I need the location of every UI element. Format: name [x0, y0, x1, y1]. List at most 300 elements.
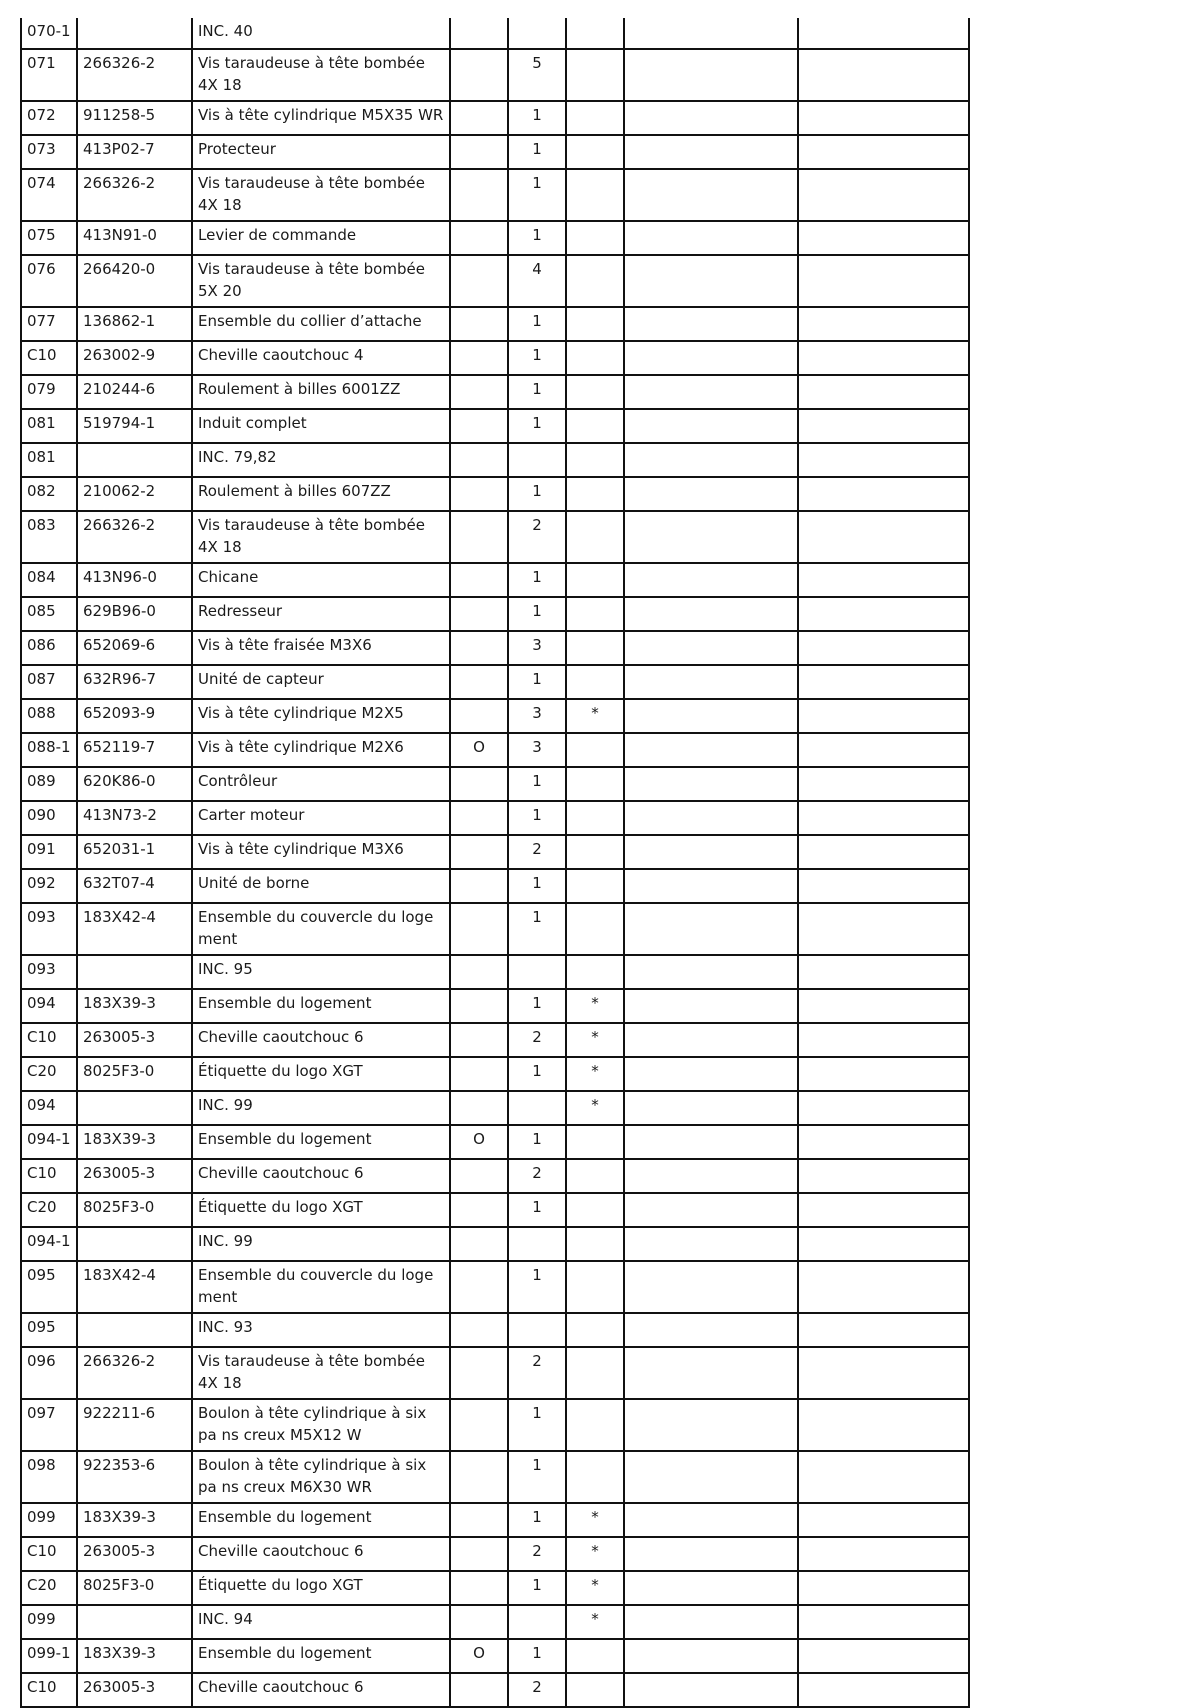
- option-cell: [450, 1347, 508, 1399]
- blank-cell-1: [624, 255, 798, 307]
- note-mark-cell: [566, 307, 624, 341]
- part-number-cell: 266420-0: [77, 255, 192, 307]
- part-number-cell: 632R96-7: [77, 665, 192, 699]
- blank-cell-1: [624, 1313, 798, 1347]
- blank-cell-2: [798, 955, 969, 989]
- blank-cell-2: [798, 1159, 969, 1193]
- option-cell: [450, 1261, 508, 1313]
- item-number-cell: 099: [21, 1503, 77, 1537]
- note-mark-cell: [566, 903, 624, 955]
- description-cell: Roulement à billes 6001ZZ: [192, 375, 450, 409]
- description-cell: Vis taraudeuse à tête bombée 4X 18: [192, 49, 450, 101]
- quantity-cell: 1: [508, 1503, 566, 1537]
- blank-cell-1: [624, 1125, 798, 1159]
- part-number-cell: 652069-6: [77, 631, 192, 665]
- blank-cell-2: [798, 341, 969, 375]
- quantity-cell: 1: [508, 477, 566, 511]
- quantity-cell: 3: [508, 733, 566, 767]
- quantity-cell: 1: [508, 869, 566, 903]
- note-mark-cell: [566, 869, 624, 903]
- option-cell: O: [450, 1639, 508, 1673]
- option-cell: [450, 1227, 508, 1261]
- blank-cell-1: [624, 1503, 798, 1537]
- note-mark-cell: [566, 767, 624, 801]
- quantity-cell: 2: [508, 1347, 566, 1399]
- blank-cell-2: [798, 631, 969, 665]
- blank-cell-2: [798, 733, 969, 767]
- blank-cell-2: [798, 1673, 969, 1707]
- option-cell: [450, 1571, 508, 1605]
- table-row: [21, 307, 969, 341]
- blank-cell-2: [798, 477, 969, 511]
- blank-cell-1: [624, 101, 798, 135]
- description-cell: Vis à tête cylindrique M2X6: [192, 733, 450, 767]
- quantity-cell: 1: [508, 101, 566, 135]
- blank-cell-1: [624, 1537, 798, 1571]
- quantity-cell: 1: [508, 1571, 566, 1605]
- note-mark-cell: *: [566, 1023, 624, 1057]
- blank-cell-1: [624, 221, 798, 255]
- note-mark-cell: *: [566, 1605, 624, 1639]
- option-cell: [450, 1451, 508, 1503]
- item-number-cell: 091: [21, 835, 77, 869]
- blank-cell-2: [798, 1261, 969, 1313]
- description-cell: Vis taraudeuse à tête bombée 5X 20: [192, 255, 450, 307]
- blank-cell-1: [624, 903, 798, 955]
- part-number-cell: [77, 443, 192, 477]
- part-number-cell: 413N91-0: [77, 221, 192, 255]
- option-cell: [450, 563, 508, 597]
- blank-cell-1: [624, 443, 798, 477]
- blank-cell-1: [624, 699, 798, 733]
- quantity-cell: 3: [508, 631, 566, 665]
- table-row: [21, 1057, 969, 1091]
- option-cell: [450, 307, 508, 341]
- note-mark-cell: [566, 1639, 624, 1673]
- option-cell: [450, 221, 508, 255]
- blank-cell-2: [798, 255, 969, 307]
- blank-cell-1: [624, 1639, 798, 1673]
- part-number-cell: 413P02-7: [77, 135, 192, 169]
- quantity-cell: 1: [508, 1261, 566, 1313]
- part-number-cell: 266326-2: [77, 511, 192, 563]
- option-cell: [450, 801, 508, 835]
- part-number-cell: 8025F3-0: [77, 1193, 192, 1227]
- option-cell: [450, 49, 508, 101]
- description-cell: Étiquette du logo XGT: [192, 1571, 450, 1605]
- table-row: [21, 1537, 969, 1571]
- part-number-cell: 266326-2: [77, 49, 192, 101]
- part-number-cell: 922353-6: [77, 1451, 192, 1503]
- note-mark-cell: [566, 1673, 624, 1707]
- blank-cell-2: [798, 1057, 969, 1091]
- part-number-cell: 266326-2: [77, 1347, 192, 1399]
- blank-cell-2: [798, 597, 969, 631]
- option-cell: [450, 835, 508, 869]
- note-mark-cell: *: [566, 1091, 624, 1125]
- part-number-cell: 922211-6: [77, 1399, 192, 1451]
- quantity-cell: 5: [508, 49, 566, 101]
- table-row: [21, 665, 969, 699]
- quantity-cell: [508, 1313, 566, 1347]
- quantity-cell: 4: [508, 255, 566, 307]
- description-cell: Vis à tête cylindrique M2X5: [192, 699, 450, 733]
- table-row: [21, 1125, 969, 1159]
- description-cell: Cheville caoutchouc 6: [192, 1159, 450, 1193]
- note-mark-cell: [566, 477, 624, 511]
- blank-cell-2: [798, 801, 969, 835]
- item-number-cell: 094: [21, 989, 77, 1023]
- table-row: [21, 767, 969, 801]
- option-cell: [450, 1057, 508, 1091]
- option-cell: O: [450, 733, 508, 767]
- quantity-cell: 2: [508, 1673, 566, 1707]
- quantity-cell: [508, 443, 566, 477]
- item-number-cell: 088-1: [21, 733, 77, 767]
- item-number-cell: 085: [21, 597, 77, 631]
- quantity-cell: 1: [508, 409, 566, 443]
- part-number-cell: [77, 1313, 192, 1347]
- table-row: [21, 1091, 969, 1125]
- item-number-cell: 075: [21, 221, 77, 255]
- part-number-cell: [77, 955, 192, 989]
- option-cell: [450, 699, 508, 733]
- part-number-cell: 136862-1: [77, 307, 192, 341]
- table-row: [21, 1503, 969, 1537]
- quantity-cell: 1: [508, 221, 566, 255]
- description-cell: Vis à tête cylindrique M5X35 WR: [192, 101, 450, 135]
- description-cell: Chicane: [192, 563, 450, 597]
- blank-cell-1: [624, 409, 798, 443]
- table-row: [21, 989, 969, 1023]
- quantity-cell: 1: [508, 801, 566, 835]
- note-mark-cell: *: [566, 1057, 624, 1091]
- quantity-cell: 1: [508, 1639, 566, 1673]
- table-row: [21, 221, 969, 255]
- part-number-cell: 8025F3-0: [77, 1057, 192, 1091]
- quantity-cell: 2: [508, 1537, 566, 1571]
- item-number-cell: 098: [21, 1451, 77, 1503]
- table-row: [21, 409, 969, 443]
- note-mark-cell: [566, 801, 624, 835]
- blank-cell-1: [624, 1673, 798, 1707]
- part-number-cell: 183X42-4: [77, 903, 192, 955]
- option-cell: [450, 767, 508, 801]
- part-number-cell: 8025F3-0: [77, 1571, 192, 1605]
- option-cell: [450, 597, 508, 631]
- blank-cell-2: [798, 903, 969, 955]
- quantity-cell: 1: [508, 563, 566, 597]
- part-number-cell: 210062-2: [77, 477, 192, 511]
- description-cell: Ensemble du logement: [192, 989, 450, 1023]
- note-mark-cell: *: [566, 1571, 624, 1605]
- blank-cell-2: [798, 1125, 969, 1159]
- table-row: [21, 1159, 969, 1193]
- blank-cell-1: [624, 1193, 798, 1227]
- blank-cell-2: [798, 1193, 969, 1227]
- note-mark-cell: [566, 665, 624, 699]
- item-number-cell: 099-1: [21, 1639, 77, 1673]
- item-number-cell: 071: [21, 49, 77, 101]
- part-number-cell: 413N73-2: [77, 801, 192, 835]
- blank-cell-2: [798, 869, 969, 903]
- note-mark-cell: [566, 511, 624, 563]
- description-cell: INC. 99: [192, 1227, 450, 1261]
- blank-cell-1: [624, 169, 798, 221]
- table-row: [21, 255, 969, 307]
- table-row: [21, 1347, 969, 1399]
- item-number-cell: 070-1: [21, 18, 77, 49]
- quantity-cell: 1: [508, 597, 566, 631]
- part-number-cell: [77, 18, 192, 49]
- quantity-cell: 1: [508, 903, 566, 955]
- description-cell: Vis à tête cylindrique M3X6: [192, 835, 450, 869]
- blank-cell-2: [798, 169, 969, 221]
- option-cell: [450, 18, 508, 49]
- blank-cell-2: [798, 1313, 969, 1347]
- note-mark-cell: [566, 631, 624, 665]
- blank-cell-1: [624, 597, 798, 631]
- part-number-cell: 263005-3: [77, 1537, 192, 1571]
- blank-cell-2: [798, 409, 969, 443]
- part-number-cell: [77, 1605, 192, 1639]
- option-cell: [450, 1537, 508, 1571]
- note-mark-cell: [566, 1313, 624, 1347]
- option-cell: [450, 903, 508, 955]
- blank-cell-1: [624, 1605, 798, 1639]
- table-row: [21, 563, 969, 597]
- blank-cell-1: [624, 135, 798, 169]
- part-number-cell: 210244-6: [77, 375, 192, 409]
- blank-cell-1: [624, 1057, 798, 1091]
- note-mark-cell: [566, 409, 624, 443]
- table-row: [21, 1571, 969, 1605]
- note-mark-cell: [566, 1193, 624, 1227]
- table-row: [21, 1313, 969, 1347]
- item-number-cell: 094: [21, 1091, 77, 1125]
- table-row: [21, 135, 969, 169]
- option-cell: O: [450, 1125, 508, 1159]
- option-cell: [450, 955, 508, 989]
- quantity-cell: [508, 955, 566, 989]
- note-mark-cell: [566, 169, 624, 221]
- item-number-cell: 081: [21, 409, 77, 443]
- blank-cell-1: [624, 1261, 798, 1313]
- option-cell: [450, 1023, 508, 1057]
- blank-cell-1: [624, 1451, 798, 1503]
- part-number-cell: 632T07-4: [77, 869, 192, 903]
- blank-cell-2: [798, 49, 969, 101]
- blank-cell-1: [624, 801, 798, 835]
- item-number-cell: 099: [21, 1605, 77, 1639]
- table-row: [21, 169, 969, 221]
- blank-cell-2: [798, 135, 969, 169]
- description-cell: Unité de capteur: [192, 665, 450, 699]
- description-cell: Vis taraudeuse à tête bombée 4X 18: [192, 511, 450, 563]
- part-number-cell: 652093-9: [77, 699, 192, 733]
- description-cell: Carter moteur: [192, 801, 450, 835]
- note-mark-cell: [566, 18, 624, 49]
- blank-cell-1: [624, 1227, 798, 1261]
- part-number-cell: 652119-7: [77, 733, 192, 767]
- blank-cell-2: [798, 767, 969, 801]
- item-number-cell: 072: [21, 101, 77, 135]
- blank-cell-1: [624, 18, 798, 49]
- blank-cell-1: [624, 955, 798, 989]
- option-cell: [450, 1159, 508, 1193]
- option-cell: [450, 1605, 508, 1639]
- quantity-cell: [508, 1227, 566, 1261]
- blank-cell-2: [798, 1023, 969, 1057]
- item-number-cell: 095: [21, 1313, 77, 1347]
- quantity-cell: [508, 18, 566, 49]
- table-row: [21, 341, 969, 375]
- part-number-cell: 183X42-4: [77, 1261, 192, 1313]
- description-cell: Cheville caoutchouc 4: [192, 341, 450, 375]
- blank-cell-1: [624, 341, 798, 375]
- note-mark-cell: [566, 1159, 624, 1193]
- blank-cell-1: [624, 1571, 798, 1605]
- quantity-cell: 1: [508, 1193, 566, 1227]
- quantity-cell: [508, 1605, 566, 1639]
- blank-cell-1: [624, 1023, 798, 1057]
- item-number-cell: 077: [21, 307, 77, 341]
- note-mark-cell: [566, 1399, 624, 1451]
- option-cell: [450, 631, 508, 665]
- note-mark-cell: [566, 341, 624, 375]
- description-cell: Ensemble du logement: [192, 1639, 450, 1673]
- description-cell: Ensemble du logement: [192, 1125, 450, 1159]
- part-number-cell: 519794-1: [77, 409, 192, 443]
- blank-cell-1: [624, 1159, 798, 1193]
- part-number-cell: [77, 1227, 192, 1261]
- part-number-cell: 266326-2: [77, 169, 192, 221]
- item-number-cell: 097: [21, 1399, 77, 1451]
- table-row: [21, 511, 969, 563]
- blank-cell-2: [798, 221, 969, 255]
- option-cell: [450, 1091, 508, 1125]
- option-cell: [450, 375, 508, 409]
- blank-cell-1: [624, 477, 798, 511]
- table-row: [21, 699, 969, 733]
- option-cell: [450, 1399, 508, 1451]
- part-number-cell: 263005-3: [77, 1159, 192, 1193]
- table-row: [21, 631, 969, 665]
- blank-cell-1: [624, 767, 798, 801]
- option-cell: [450, 665, 508, 699]
- description-cell: INC. 40: [192, 18, 450, 49]
- blank-cell-2: [798, 443, 969, 477]
- item-number-cell: 086: [21, 631, 77, 665]
- option-cell: [450, 255, 508, 307]
- part-number-cell: 183X39-3: [77, 1639, 192, 1673]
- part-number-cell: 629B96-0: [77, 597, 192, 631]
- blank-cell-1: [624, 563, 798, 597]
- table-row: [21, 903, 969, 955]
- blank-cell-1: [624, 1091, 798, 1125]
- table-row: [21, 18, 969, 49]
- part-number-cell: 652031-1: [77, 835, 192, 869]
- note-mark-cell: [566, 255, 624, 307]
- note-mark-cell: [566, 597, 624, 631]
- description-cell: Ensemble du logement: [192, 1503, 450, 1537]
- item-number-cell: 096: [21, 1347, 77, 1399]
- blank-cell-2: [798, 307, 969, 341]
- quantity-cell: 1: [508, 375, 566, 409]
- table-row: [21, 801, 969, 835]
- part-number-cell: 183X39-3: [77, 1503, 192, 1537]
- item-number-cell: 074: [21, 169, 77, 221]
- item-number-cell: C10: [21, 1159, 77, 1193]
- description-cell: INC. 95: [192, 955, 450, 989]
- quantity-cell: 2: [508, 511, 566, 563]
- blank-cell-1: [624, 1399, 798, 1451]
- item-number-cell: C10: [21, 1537, 77, 1571]
- note-mark-cell: [566, 563, 624, 597]
- item-number-cell: 089: [21, 767, 77, 801]
- blank-cell-2: [798, 835, 969, 869]
- option-cell: [450, 1313, 508, 1347]
- item-number-cell: 087: [21, 665, 77, 699]
- blank-cell-2: [798, 1399, 969, 1451]
- item-number-cell: 081: [21, 443, 77, 477]
- note-mark-cell: *: [566, 699, 624, 733]
- description-cell: Boulon à tête cylindrique à six pa ns creux M6X30 WR: [192, 1451, 450, 1503]
- quantity-cell: 1: [508, 1399, 566, 1451]
- quantity-cell: 1: [508, 1057, 566, 1091]
- description-cell: INC. 93: [192, 1313, 450, 1347]
- option-cell: [450, 1193, 508, 1227]
- item-number-cell: 084: [21, 563, 77, 597]
- table-row: [21, 1673, 969, 1707]
- item-number-cell: 094-1: [21, 1125, 77, 1159]
- item-number-cell: 082: [21, 477, 77, 511]
- quantity-cell: 1: [508, 1125, 566, 1159]
- item-number-cell: 094-1: [21, 1227, 77, 1261]
- blank-cell-2: [798, 1639, 969, 1673]
- quantity-cell: 1: [508, 989, 566, 1023]
- blank-cell-1: [624, 1347, 798, 1399]
- option-cell: [450, 443, 508, 477]
- description-cell: Induit complet: [192, 409, 450, 443]
- blank-cell-1: [624, 665, 798, 699]
- note-mark-cell: *: [566, 1503, 624, 1537]
- table-row: [21, 1193, 969, 1227]
- blank-cell-1: [624, 733, 798, 767]
- parts-list-table: [20, 18, 970, 1708]
- item-number-cell: 092: [21, 869, 77, 903]
- description-cell: Étiquette du logo XGT: [192, 1057, 450, 1091]
- blank-cell-2: [798, 1227, 969, 1261]
- parts-table-body: [21, 18, 969, 1707]
- description-cell: Roulement à billes 607ZZ: [192, 477, 450, 511]
- option-cell: [450, 169, 508, 221]
- table-row: [21, 1261, 969, 1313]
- note-mark-cell: [566, 1125, 624, 1159]
- note-mark-cell: [566, 1451, 624, 1503]
- description-cell: Cheville caoutchouc 6: [192, 1537, 450, 1571]
- blank-cell-2: [798, 511, 969, 563]
- part-number-cell: 911258-5: [77, 101, 192, 135]
- part-number-cell: 620K86-0: [77, 767, 192, 801]
- item-number-cell: C20: [21, 1057, 77, 1091]
- option-cell: [450, 341, 508, 375]
- blank-cell-2: [798, 1571, 969, 1605]
- quantity-cell: 1: [508, 135, 566, 169]
- quantity-cell: 1: [508, 665, 566, 699]
- description-cell: INC. 79,82: [192, 443, 450, 477]
- blank-cell-1: [624, 307, 798, 341]
